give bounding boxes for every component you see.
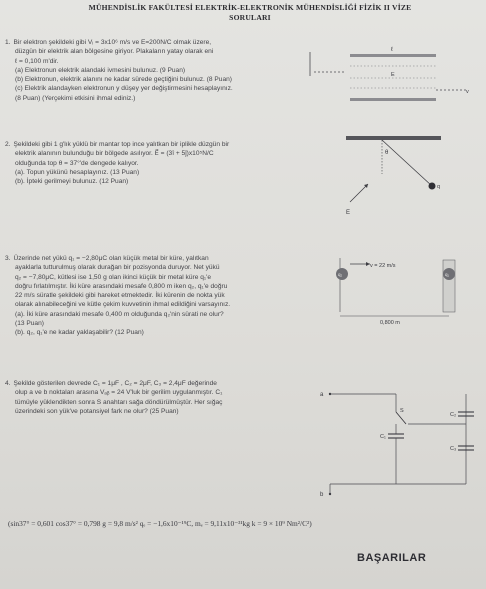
exam-header — [40, 3, 460, 23]
q2-line-3: olduğunda top θ = 37°'de dengede kalıyor. — [15, 159, 139, 167]
question-3 — [5, 254, 295, 338]
q2-part-a: (a). Topun yükünü hesaplayınız. (13 Puan) — [15, 168, 140, 176]
q2-theta-label: θ — [385, 150, 389, 156]
question-2 — [5, 140, 285, 186]
q3-q2-label: q₂ — [338, 272, 343, 277]
q3-part-b: (b). q₂, q₁'e ne kadar yaklaşabilir? (12 Puan) — [15, 329, 144, 337]
question-4 — [5, 379, 303, 416]
q3-line-5: 22 m/s süratle şekildeki gibi hareket etmektedir. İki kürenin de nokta yük — [15, 292, 225, 300]
q1-bottom-plate — [350, 98, 436, 101]
q4-c3-label: C₃ — [450, 446, 457, 452]
q4-c2-label: C₂ — [450, 412, 457, 418]
q2-line-1: 2. Şekildeki gibi 1 g'lık yüklü bir mantar top ince yalıtkan bir iplikle düzgün bir — [5, 141, 230, 148]
q3-line-6: olarak alınabileceğini ve kütle çekim kuvvetinin ihmal edildiğini varsayınız. — [15, 301, 231, 309]
q3-line-4: doğru fırlatılmıştır. İki küre arasındaki mesafe 0,800 m iken q₂, q₁'e doğru — [15, 282, 228, 290]
q2-charge-label: q — [437, 184, 441, 190]
q3-line-2: ayaklarla tutturulmuş olarak durağan bir pozisyonda duruyor. Net yükü — [15, 264, 220, 272]
q3-right-stand — [443, 260, 455, 312]
q4-line-4: üzerindeki son yük've potansiyel fark ne olur? (25 Puan) — [15, 407, 179, 415]
q2-number: 2. — [5, 141, 11, 148]
q2-field-label: E — [346, 210, 351, 216]
q3-distance-label: 0,800 m — [380, 320, 400, 326]
q4-number: 4. — [5, 380, 11, 387]
q2-figure — [336, 134, 468, 226]
q3-part-a-points: (13 Puan) — [15, 320, 44, 328]
q1-line-1: 1. Bir elektron şekildeki gibi Vᵢ = 3x10⁶ m/s ve E=200N/C olmak üzere, — [5, 39, 212, 46]
q1-length-label: ℓ — [391, 47, 393, 53]
q1-number: 1. — [5, 39, 11, 46]
q1-line-2: düzgün bir elektrik alan bölgesine giriyor. Plakaların yatay olarak eni — [15, 48, 214, 56]
q1-part-c-points: (8 Puan) (Yerçekimi etkisini ihmal ediniz.) — [15, 94, 136, 102]
header-line-2: SORULARI — [229, 13, 271, 22]
question-1 — [5, 38, 300, 103]
q3-part-a: (a). İki küre arasındaki mesafe 0,400 m olduğunda q₂'nin sürati ne olur? — [15, 310, 224, 318]
q1-part-b: (b) Elektronun, elektrik alanını ne kadar sürede geçtiğini bulunuz. (8 Puan) — [15, 76, 232, 84]
q4-switch-label: S — [400, 408, 404, 414]
q4-figure — [316, 384, 482, 500]
q2-ball — [429, 183, 436, 190]
q2-line-2: elektrik alanının bulunduğu bir bölgede asılıyor. E⃗ = (3î + 5ĵ)x10⁵N/C — [15, 150, 214, 158]
closing-sign: BAŞARILAR — [357, 552, 427, 564]
constants-line: (sin37° = 0,601 cos37° = 0,798 g = 9,8 m/s² qₑ = −1,6x10⁻¹⁹C, mₑ = 9,11x10⁻³¹kg k = 9 × 10⁹ Nm²/C²) — [8, 519, 312, 528]
q3-figure — [330, 252, 470, 332]
q2-field-arrow — [350, 184, 368, 202]
q3-line-3: q₂ = −7,80μC, kütlesi ise 1,50 g olan ikinci küçük bir metal küre q₁'e — [15, 273, 212, 281]
q1-field-label: E — [391, 72, 395, 78]
q1-figure — [306, 44, 481, 114]
q3-line-1: 3. Üzerinde net yükü q₁ = −2,80μC olan küçük metal bir küre, yalıtkan — [5, 255, 209, 262]
q1-part-c: (c) Elektrik alandayken elektronun y düşey yer değiştirmesini hesaplayınız. — [15, 85, 233, 93]
q2-part-b: (b). İpteki gerilmeyi bulunuz. (12 Puan) — [15, 178, 129, 186]
q4-line-3: tümüyle yüklendikten sonra S anahtarı sağa döndürülmüştür. Her sığaç — [15, 398, 223, 406]
q1-line-3: ℓ = 0,100 m'dir. — [15, 57, 59, 65]
q4-line-2: olup a ve b noktaları arasına Vₐᵦ = 24 V'luk bir gerilim uygulanmıştır. C₁ — [15, 389, 223, 397]
q4-line-1: 4. Şekilde gösterilen devrede C₁ = 1μF , C₂ = 2μF, C₃ = 2,4μF değerinde — [5, 380, 217, 387]
header-line-1: MÜHENDİSLİK FAKÜLTESİ ELEKTRİK-ELEKTRONİK MÜHENDİSLİĞİ FİZİK II VİZE — [88, 3, 412, 12]
q3-q1-label: q₁ — [445, 272, 450, 277]
q4-point-b-label: b — [320, 492, 324, 498]
q1-top-plate — [350, 54, 436, 57]
q4-c1-label: C₁ — [380, 434, 386, 440]
q3-number: 3. — [5, 255, 11, 262]
q4-point-a-label: a — [320, 392, 324, 398]
q1-velocity-label: v — [466, 89, 469, 95]
q1-part-a: (a) Elektronun elektrik alandaki ivmesini bulunuz. (9 Puan) — [15, 66, 186, 74]
q2-thread — [382, 140, 432, 186]
q2-ceiling — [346, 136, 441, 140]
q3-velocity-label: v = 22 m/s — [370, 263, 396, 269]
